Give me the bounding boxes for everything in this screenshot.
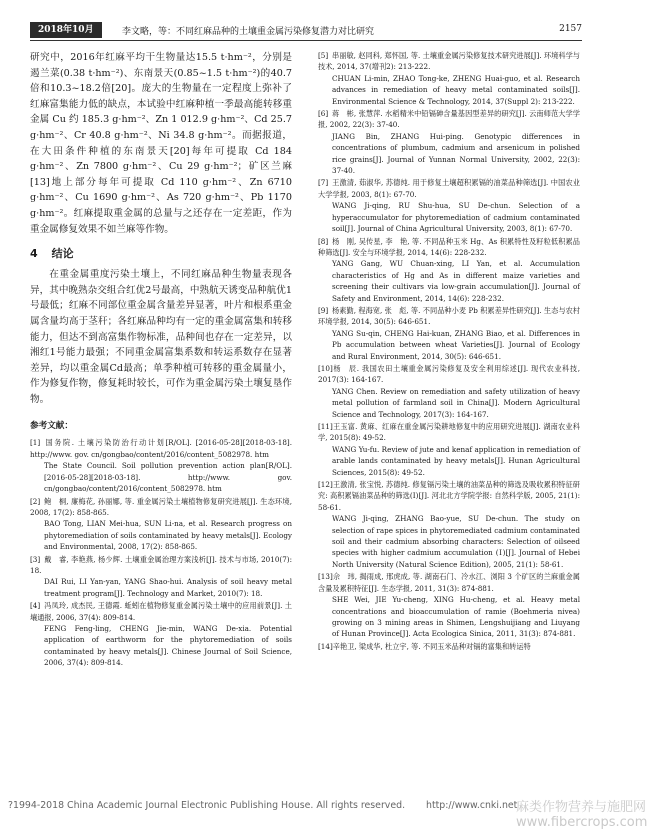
reference-item: [5] 串丽敏, 赵同科, 郑怀国, 等. 土壤重金属污染修复技术研究进展[J]. 环境科学与技术, 2014, 37(增刊2): 213-222. CHUAN Li-min, ZHAO Tong-ke, ZHENG Huai-guo, et al. Research advances in remediation of heavy metal contaminated soils[J]. Environmental Science & Technology, 2014, 37(Suppl 2): 213-222. <box>318 51 580 106</box>
watermark: 麻类作物营养与施肥网 www.fibercrops.com <box>516 800 647 830</box>
copyright-notice: ?1994-2018 China Academic Journal Electronic Publishing House. All rights reserved. <box>8 800 406 811</box>
article-running-title: 李文略，等：不同红麻品种的土壤重金属污染修复潜力对比研究 <box>122 27 375 37</box>
reference-item: [10]杨 辰. 我国农田土壤重金属污染修复及安全利用综述[J]. 现代农业科技, 2017(3): 164-167. YANG Chen. Review on remediation and safety utilization of heavy metal pollution of farmland soil in China[J]. Modern Agricultural Science and Technology, 2017(3): 164-167. <box>318 363 580 419</box>
conclusion-body <box>30 267 292 407</box>
reference-list-left <box>30 437 292 668</box>
section-title: 结论 <box>51 247 74 261</box>
reference-item: [2] 鲍 桐, 廉梅花, 孙丽娜, 等. 重金属污染土壤植物修复研究进展[J]. 生态环境, 2008, 17(2): 858-865. BAO Tong, LIAN Mei-hua, SUN Li-na, et al. Research progress on phytoremediation of soils contaminated by heavy metals[J]. Ecology and Environmental, 2008, 17(2): 858-865. <box>30 496 292 552</box>
reference-item: [3] 戴 睿, 李艳燕, 杨少辉. 土壤重金属治理方案浅析[J]. 技术与市场, 2010(7): 18. DAI Rui, LI Yan-yan, YANG Shao-hui. Analysis of soil heavy metal treatment program[J]. Technology and Market, 2010(7): 18. <box>30 554 292 598</box>
reference-item: [7] 王激清, 茹淑华, 苏德纯. 用于修复土壤超积累镉的油菜品种筛选[J]. 中国农业大学学报, 2003, 8(1): 67-70. WANG Ji-qing, RU Shu-hua, SU De-chun. Selection of a hyperaccumulator for phytoremediation of cadmium contaminated soil[J]. Journal of China Agricultural University, 2003, 8(1): 67-70. <box>318 178 580 234</box>
reference-item: [12]王激清, 张宝悦, 苏德纯. 修复镉污染土壤的油菜品种的筛选及吸收累积特征研究: 高积累镉油菜品种的筛选(Ⅰ)[J]. 河北北方学院学报: 自然科学版, 2005, 21(1): 58-61. WANG Ji-qing, ZHANG Bao-yue, SU De-chun. The study on selection of rape spices in phytoremediated cadmium contaminated soil and their cadmium absorbing characters: Selection of oilseed species with higher cadmium accumulation (Ⅰ)[J]. Journal of Hebei North University (Natural Science Edition), 2005, 21(1): 58-61. <box>318 480 580 569</box>
left-column <box>30 50 292 670</box>
section-number: 4 <box>30 247 38 261</box>
references-heading: 参考文献： <box>30 421 73 432</box>
reference-item: [11]王玉富. 黄麻、红麻在重金属污染耕地修复中的应用研究进展[J]. 湖南农业科学, 2015(8): 49-52. WANG Yu-fu. Review of jute and kenaf application in remediation of arable lands contaminated by heavy metals[J]. Hunan Agricultural Sciences, 2015(8): 49-52. <box>318 422 580 477</box>
reference-item: [13]佘 玮, 揭雨成, 邢虎成, 等. 湖南石门、冷水江、浏阳 3 个矿区的兰麻重金属含量及累积特征[J]. 生态学报, 2011, 31(3): 874-881. SHE Wei, JIE Yu-cheng, XING Hu-cheng, et al. Heavy metal concentrations and bioaccumulation of ramie (Boehmeria nivea) growing on 3 mining areas in Shimen, Lengshuijiang and Liuyang of Hunan Province[J]. Acta Ecologica Sinica, 2011, 31(3): 874-881. <box>318 572 580 639</box>
page-number: 2157 <box>559 24 582 34</box>
reference-item: [14]辛艳卫, 梁成华, 杜立宇, 等. 不同玉米品种对镉的富集和转运特 <box>318 641 531 651</box>
reference-item: [9] 杨素勤, 程海宽, 张 彪, 等. 不同品种小麦 Pb 积累差异性研究[J]. 生态与农村环境学报, 2014, 30(5): 646-651. YANG Su-qin, CHENG Hai-kuan, ZHANG Biao, et al. Differences in Pb accumulation between wheat Varieties[J]. Journal of Ecology and Rural Environment, 2014, 30(5): 646-651. <box>318 305 580 361</box>
section-heading <box>30 245 292 261</box>
running-header <box>30 22 582 41</box>
reference-item: [4] 冯凤玲, 成杰民, 王德霞. 蚯蚓在植物修复重金属污染土壤中的应用前景[J]. 土壤通报, 2006, 37(4): 809-814. FENG Feng-ling, CHENG Jie-min, WANG De-xia. Potential application of earthworm for the phytoremediation of soils contaminated by heavy metals[J]. Chinese Journal of Soil Science, 2006, 37(4): 809-814. <box>30 601 292 668</box>
body-paragraph <box>30 50 292 237</box>
site-link[interactable]: http://www.cnki.net <box>426 800 518 811</box>
discussion-paragraph: 研究中，2016年红麻平均干生物量达15.5 t·hm⁻²，分别是遏兰菜(0.38 t·hm⁻²)、东南景天(0.85~1.5 t·hm⁻²)的40.7倍和10.3~18.2倍[20]。庞大的生物量在一定程度上弥补了红麻富集能力低的缺点，本试验中红麻种植一季最高能转移重金属 Cu 约 185.3 g·hm⁻²、Zn 1 012.9 g·hm⁻²、Cd 25.7 g·hm⁻²、Cr 40.8 g·hm⁻²、Ni 34.8 g·hm⁻²。而据报道，在大田条件种植的东南景天[20]每年可提取 Cd 184 g·hm⁻²、Zn 7800 g·hm⁻²、Cu 29 g·hm⁻²；矿区兰麻[13]地上部分每年可提取 Cd 110 g·hm⁻²、Zn 6710 g·hm⁻²、Cu 1690 g·hm⁻²、As 720 g·hm⁻²、Pb 1170 g·hm⁻²。红麻提取重金属的总量与之还存在一定差距，作为重金属修复效果不如兰麻等作物。 <box>30 52 292 235</box>
reference-item: [8] 杨 刚, 吴传星, 李 艳, 等. 不同品种玉米 Hg、As 积累特性及籽粒低积累品种筛选[J]. 安全与环境学报, 2014, 14(6): 228-232. YANG Gang, WU Chuan-xing, LI Yan, et al. Accumulation characteristics of Hg and As in different maize varieties and screening their cultivars via low-grain accumulation[J]. Journal of Safety and Environment, 2014, 14(6): 228-232. <box>318 236 580 303</box>
reference-item: [6] 蒋 彬, 张慧萍. 水稻精米中铅镉砷含量基因型差异的研究[J]. 云南师范大学学报, 2002, 22(3): 37-40. JIANG Bin, ZHANG Hui-ping. Genotypic differences in concentrations of plumbum, cadmium and arsenicum in polished rice grains[J]. Journal of Yunnan Normal University, 2002, 22(3): 37-40. <box>318 109 580 176</box>
right-column <box>318 50 580 653</box>
issue-tab: 2018年10月 <box>30 22 102 38</box>
conclusion-paragraph: 在重金属重度污染土壤上，不同红麻品种生物量表现各异，其中晚熟杂交组合红优2号最高，中熟航天诱变品种航优1号最低；红麻不同部位重金属含量差异显著，叶片和根系重金属含量均高于茎秆；各红麻品种均有一定的重金属富集和转移能力，但达不到高富集作物标准，品种间也存在一定差异，以湘红1号能力最强；不同重金属富集系数和转运系数存在显著差异，均以重金属Cd最高；单季种植可转移的重金属量小，作为修复作物，修复耗时较长，可作为重金属污染土壤复垦作物。 <box>30 269 292 405</box>
reference-item: [1] 国务院. 土壤污染防治行动计划[R/OL]. [2016-05-28][2018-03-18]. http://www. gov. cn/gongbao/content/2016/content_5082978. htm The State Council. Soil pollution prevention action plan[R/OL]. [2016-05-28][2018-03-18]. http://www. gov. cn/gongbao/content/2016/content_5082978. htm <box>30 438 292 494</box>
page-footer <box>8 800 647 830</box>
reference-list-right <box>318 50 580 652</box>
